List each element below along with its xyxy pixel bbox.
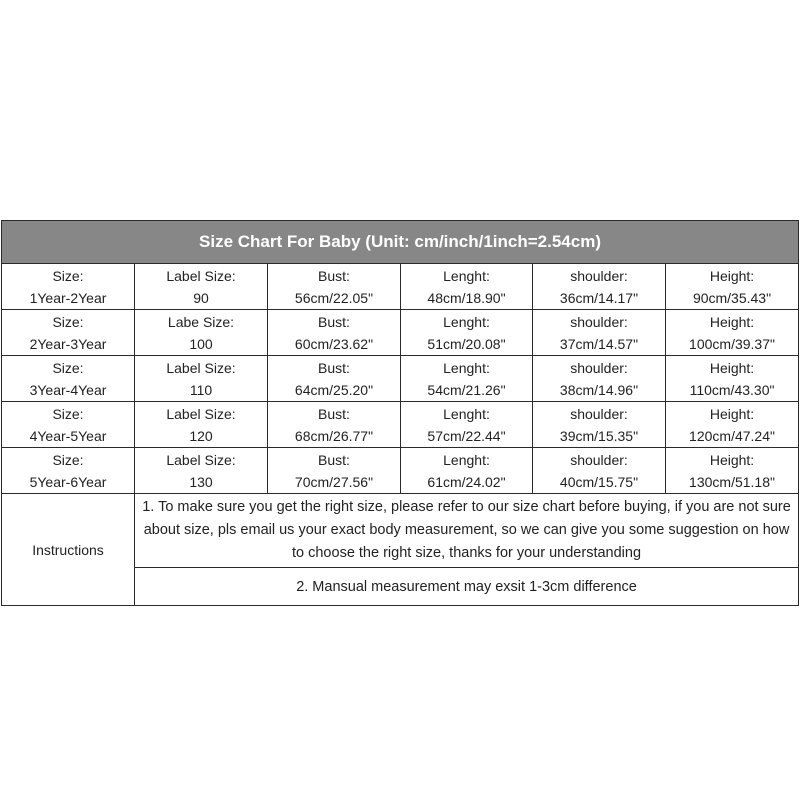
bust-cell bbox=[268, 264, 401, 310]
bust-cell bbox=[268, 310, 401, 356]
label-size-cell-value: 130 bbox=[189, 473, 213, 490]
shoulder-cell bbox=[533, 310, 666, 356]
label-size-cell bbox=[135, 448, 268, 494]
height-cell-label: Height: bbox=[709, 359, 755, 376]
size-cell-value: 2Year-3Year bbox=[29, 335, 107, 352]
length-cell bbox=[401, 356, 533, 402]
shoulder-cell-label: shoulder: bbox=[570, 267, 628, 284]
length-cell-value: 54cm/21.26" bbox=[427, 381, 506, 398]
height-cell-value: 90cm/35.43" bbox=[692, 289, 772, 306]
bust-cell-value: 68cm/26.77" bbox=[294, 427, 374, 444]
label-size-cell bbox=[135, 356, 268, 402]
label-size-cell-value: 110 bbox=[189, 381, 213, 398]
size-row bbox=[2, 402, 799, 448]
shoulder-cell bbox=[533, 356, 666, 402]
size-cell-value: 3Year-4Year bbox=[29, 381, 107, 398]
size-cell bbox=[2, 402, 135, 448]
size-cell bbox=[2, 264, 135, 310]
bust-cell-label: Bust: bbox=[318, 359, 350, 376]
shoulder-cell-value: 38cm/14.96" bbox=[559, 381, 639, 398]
shoulder-cell-value: 39cm/15.35" bbox=[559, 427, 639, 444]
label-size-cell-label: Label Size: bbox=[166, 359, 236, 376]
shoulder-cell-label: shoulder: bbox=[570, 405, 628, 422]
size-cell bbox=[2, 310, 135, 356]
size-cell-value: 5Year-6Year bbox=[29, 473, 107, 490]
length-cell-value: 51cm/20.08" bbox=[427, 335, 506, 352]
height-cell bbox=[666, 310, 799, 356]
instruction-note-2: 2. Mansual measurement may exsit 1-3cm difference bbox=[135, 568, 799, 606]
height-cell bbox=[666, 448, 799, 494]
height-cell bbox=[666, 264, 799, 310]
size-cell-value: 1Year-2Year bbox=[29, 289, 107, 306]
label-size-cell-value: 120 bbox=[189, 427, 213, 444]
label-size-cell-label: Label Size: bbox=[166, 451, 236, 468]
size-cell-label: Size: bbox=[52, 359, 84, 376]
bust-cell bbox=[268, 356, 401, 402]
length-cell-label: Lenght: bbox=[443, 267, 490, 284]
size-chart-table bbox=[1, 220, 799, 606]
length-cell-label: Lenght: bbox=[443, 313, 490, 330]
shoulder-cell-value: 37cm/14.57" bbox=[559, 335, 639, 352]
chart-title: Size Chart For Baby (Unit: cm/inch/1inch=2.54cm) bbox=[2, 221, 799, 264]
bust-cell-label: Bust: bbox=[318, 451, 350, 468]
size-cell-label: Size: bbox=[52, 267, 84, 284]
label-size-cell bbox=[135, 310, 268, 356]
length-cell-label: Lenght: bbox=[443, 451, 490, 468]
size-row bbox=[2, 310, 799, 356]
height-cell-value: 120cm/47.24" bbox=[689, 427, 775, 444]
size-rows bbox=[2, 264, 799, 494]
shoulder-cell-value: 36cm/14.17" bbox=[559, 289, 639, 306]
size-cell bbox=[2, 356, 135, 402]
height-cell-label: Height: bbox=[709, 267, 755, 284]
shoulder-cell bbox=[533, 448, 666, 494]
length-cell bbox=[401, 310, 533, 356]
size-cell-label: Size: bbox=[52, 313, 84, 330]
shoulder-cell-label: shoulder: bbox=[570, 359, 628, 376]
shoulder-cell bbox=[533, 264, 666, 310]
height-cell bbox=[666, 356, 799, 402]
label-size-cell-label: Label Size: bbox=[166, 405, 236, 422]
instructions-row bbox=[2, 494, 799, 568]
bust-cell-value: 60cm/23.62" bbox=[294, 335, 374, 352]
height-cell-label: Height: bbox=[709, 451, 755, 468]
bust-cell-value: 56cm/22.05" bbox=[294, 289, 374, 306]
height-cell-label: Height: bbox=[709, 405, 755, 422]
instructions-label: Instructions bbox=[2, 494, 135, 606]
length-cell-value: 48cm/18.90" bbox=[427, 289, 506, 306]
height-cell-value: 110cm/43.30" bbox=[689, 381, 775, 398]
height-cell-label: Height: bbox=[709, 313, 755, 330]
length-cell-value: 57cm/22.44" bbox=[427, 427, 506, 444]
bust-cell bbox=[268, 402, 401, 448]
shoulder-cell-label: shoulder: bbox=[570, 451, 628, 468]
instruction-note-1: 1. To make sure you get the right size, please refer to our size chart before buying, if you are not sure about size, pls email us your exact body measurement, so we can give you some suggestion on how to choose the right size, thanks for your understanding bbox=[135, 494, 799, 568]
size-row bbox=[2, 264, 799, 310]
label-size-cell bbox=[135, 402, 268, 448]
label-size-cell-value: 100 bbox=[189, 335, 213, 352]
height-cell bbox=[666, 402, 799, 448]
shoulder-cell-value: 40cm/15.75" bbox=[559, 473, 639, 490]
size-cell bbox=[2, 448, 135, 494]
length-cell bbox=[401, 448, 533, 494]
length-cell-value: 61cm/24.02" bbox=[427, 473, 506, 490]
bust-cell-label: Bust: bbox=[318, 405, 350, 422]
height-cell-value: 100cm/39.37" bbox=[689, 335, 775, 352]
length-cell bbox=[401, 264, 533, 310]
shoulder-cell-label: shoulder: bbox=[570, 313, 628, 330]
title-row bbox=[2, 221, 799, 264]
size-cell-value: 4Year-5Year bbox=[29, 427, 107, 444]
length-cell-label: Lenght: bbox=[443, 405, 490, 422]
label-size-cell-label: Label Size: bbox=[166, 267, 236, 284]
shoulder-cell bbox=[533, 402, 666, 448]
length-cell bbox=[401, 402, 533, 448]
size-cell-label: Size: bbox=[52, 451, 84, 468]
length-cell-label: Lenght: bbox=[443, 359, 490, 376]
bust-cell-label: Bust: bbox=[318, 267, 350, 284]
label-size-cell-value: 90 bbox=[193, 289, 209, 306]
label-size-cell-label: Labe Size: bbox=[167, 313, 235, 330]
bust-cell-value: 70cm/27.56" bbox=[294, 473, 374, 490]
bust-cell bbox=[268, 448, 401, 494]
size-row bbox=[2, 448, 799, 494]
bust-cell-label: Bust: bbox=[318, 313, 350, 330]
size-row bbox=[2, 356, 799, 402]
label-size-cell bbox=[135, 264, 268, 310]
size-cell-label: Size: bbox=[52, 405, 84, 422]
height-cell-value: 130cm/51.18" bbox=[689, 473, 775, 490]
bust-cell-value: 64cm/25.20" bbox=[294, 381, 374, 398]
